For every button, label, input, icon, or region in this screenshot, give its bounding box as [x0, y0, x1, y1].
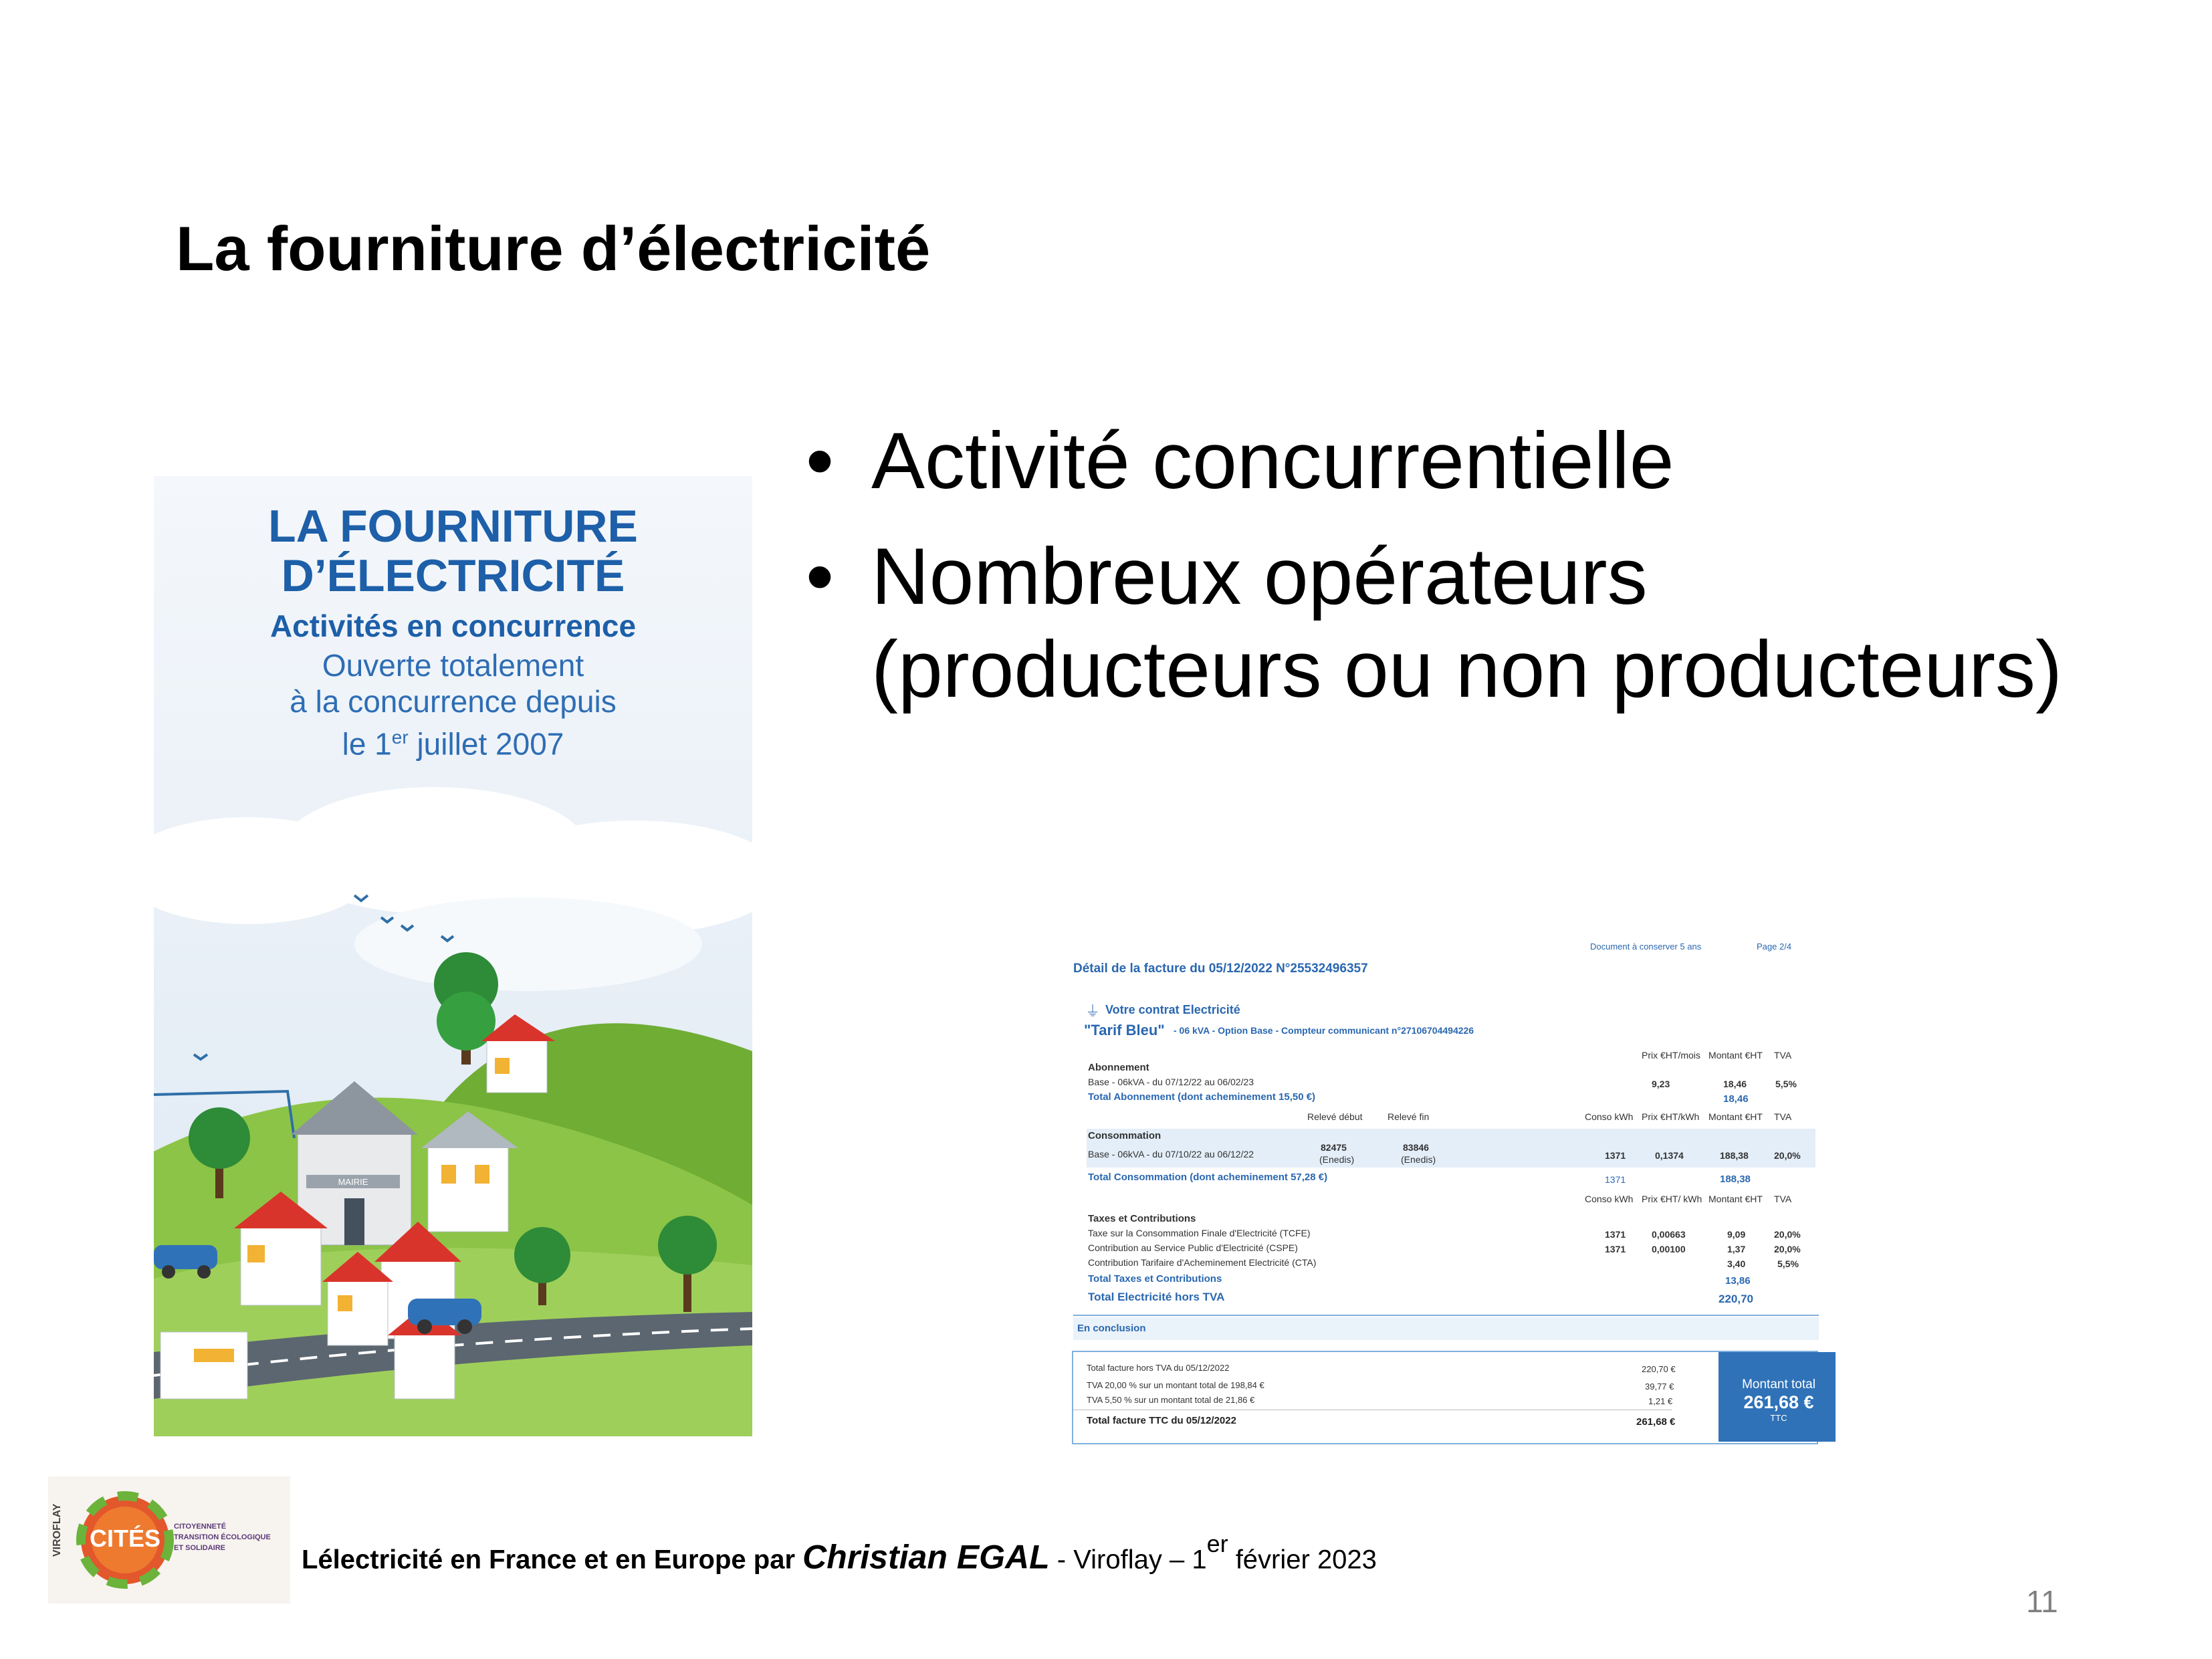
- invoice-top-note: Document à conserver 5 ans: [1590, 942, 1702, 952]
- cell: 1371: [1605, 1244, 1626, 1254]
- col-header: Montant €HT: [1708, 1111, 1763, 1122]
- bullet-dot-icon: •: [806, 416, 835, 506]
- col-header: Prix €HT/ kWh: [1642, 1194, 1702, 1204]
- highlight-band: [1087, 1129, 1815, 1168]
- cell: 1371: [1605, 1174, 1626, 1185]
- cites-logo-image: [48, 1476, 290, 1603]
- col-header: Relevé fin: [1388, 1111, 1430, 1122]
- cell: 5,5%: [1775, 1079, 1797, 1089]
- contract-heading: Votre contrat Electricité: [1105, 1003, 1240, 1016]
- cell: 0,1374: [1655, 1150, 1684, 1161]
- col-header: TVA: [1774, 1111, 1792, 1122]
- logo-name: CITÉS: [89, 1525, 161, 1552]
- cell: 1371: [1605, 1150, 1626, 1161]
- illustration-text-2: à la concurrence depuis: [290, 684, 617, 719]
- footer-title: électricité en France et en Europe par: [318, 1545, 803, 1575]
- col-header: TVA: [1774, 1050, 1792, 1061]
- col-header: Conso kWh: [1585, 1194, 1634, 1204]
- total-elec-value: 220,70: [1719, 1293, 1753, 1305]
- cell: 82475: [1321, 1142, 1347, 1153]
- bullet-text: Nombreux opérateurs (producteurs ou non producteurs): [871, 532, 2063, 714]
- tariff-detail: - 06 kVA - Option Base - Compteur communicant n°27106704494226: [1174, 1025, 1474, 1036]
- footer-caption: [302, 1530, 1377, 1576]
- total-ttc-value: 261,68 €: [1636, 1416, 1676, 1428]
- cell: 20,0%: [1774, 1244, 1801, 1254]
- total-value: 13,86: [1725, 1275, 1751, 1287]
- conclusion-band: [1073, 1317, 1819, 1340]
- total-elec-label: Total Electricité hors TVA: [1088, 1291, 1225, 1303]
- mairie-sign: MAIRIE: [338, 1177, 368, 1187]
- bullet-text: Activité concurrentielle: [871, 416, 1674, 506]
- col-header: Prix €HT/kWh: [1642, 1111, 1700, 1122]
- total-box-unit: TTC: [1770, 1413, 1787, 1423]
- row-label: Total facture hors TVA du 05/12/2022: [1087, 1363, 1230, 1373]
- cell: 0,00100: [1652, 1244, 1686, 1254]
- cell: 188,38: [1720, 1150, 1749, 1161]
- col-header: Conso kWh: [1585, 1111, 1634, 1122]
- total-value: 188,38: [1720, 1174, 1751, 1185]
- bullet-dot-icon: •: [806, 532, 835, 621]
- illustration-subheading: Activités en concurrence: [269, 609, 637, 643]
- cell: 20,0%: [1774, 1150, 1801, 1161]
- total-label: Total Taxes et Contributions: [1088, 1273, 1222, 1285]
- row-label: TVA 5,50 % sur un montant total de 21,86 €: [1087, 1395, 1255, 1405]
- total-value: 18,46: [1723, 1093, 1749, 1105]
- cell: 9,09: [1727, 1229, 1746, 1240]
- row-label: Taxe sur la Consommation Finale d'Electricité (TCFE): [1088, 1228, 1311, 1238]
- invoice-scan: [1046, 936, 1836, 1451]
- cell: 1,21 €: [1648, 1396, 1673, 1406]
- row-label: Contribution Tarifaire d'Acheminement Electricité (CTA): [1088, 1257, 1317, 1268]
- footer-prefix: L: [302, 1545, 318, 1575]
- total-amount-box: [1719, 1352, 1836, 1442]
- cell: 1371: [1605, 1229, 1626, 1240]
- total-label: Total Abonnement (dont acheminement 15,50 €): [1088, 1091, 1316, 1103]
- slide-title: La fourniture d’électricité: [176, 213, 931, 284]
- cites-logo: [48, 1476, 290, 1603]
- cell: 18,46: [1723, 1079, 1747, 1089]
- bullet-item: [806, 530, 2076, 716]
- footer-place: - Viroflay – 1: [1049, 1545, 1207, 1575]
- total-ttc-label: Total facture TTC du 05/12/2022: [1087, 1415, 1236, 1426]
- illustration-text-1: Ouverte totalement: [322, 648, 584, 683]
- col-header: Relevé début: [1307, 1111, 1363, 1122]
- logo-tagline: CITOYENNETÉ: [174, 1523, 227, 1531]
- bullet-list: [806, 415, 2076, 739]
- row-label: TVA 20,00 % sur un montant total de 198,84 €: [1087, 1380, 1264, 1390]
- cell: 0,00663: [1652, 1229, 1686, 1240]
- tariff-name: "Tarif Bleu": [1084, 1022, 1165, 1038]
- logo-side-text: VIROFLAY: [51, 1503, 63, 1557]
- cell: 83846: [1403, 1142, 1429, 1153]
- invoice-title: Détail de la facture du 05/12/2022 N°25532496357: [1073, 962, 1368, 976]
- cell: (Enedis): [1401, 1154, 1436, 1165]
- total-box-label: Montant total: [1742, 1377, 1815, 1392]
- row-label: Contribution au Service Public d'Electricité (CSPE): [1088, 1242, 1298, 1253]
- logo-tagline: ET SOLIDAIRE: [174, 1544, 226, 1552]
- divider: [1073, 1315, 1819, 1316]
- cell: (Enedis): [1319, 1154, 1355, 1165]
- page-number: 11: [2026, 1584, 2058, 1619]
- cell: 3,40: [1727, 1258, 1746, 1269]
- col-header: Prix €HT/mois: [1642, 1050, 1700, 1061]
- illustration-heading-1: LA FOURNITURE: [268, 501, 638, 552]
- cell: 20,0%: [1774, 1229, 1801, 1240]
- total-box-value: 261,68 €: [1743, 1392, 1814, 1412]
- footer-date: février 2023: [1228, 1545, 1377, 1575]
- row-label: Base - 06kVA - du 07/10/22 au 06/12/22: [1088, 1149, 1254, 1159]
- cell: 39,77 €: [1645, 1381, 1674, 1392]
- supply-illustration: [154, 476, 752, 1436]
- section-label: Abonnement: [1088, 1062, 1149, 1073]
- illustration-heading-2: D’ÉLECTRICITÉ: [281, 550, 625, 601]
- plug-icon: ⏚: [1085, 1003, 1101, 1020]
- cell: 220,70 €: [1642, 1364, 1676, 1374]
- total-label: Total Consommation (dont acheminement 57,28 €): [1088, 1172, 1328, 1183]
- section-label: Consommation: [1088, 1130, 1162, 1141]
- conclusion-heading: En conclusion: [1077, 1323, 1146, 1334]
- illustration-text-3: le 1er juillet 2007: [342, 726, 564, 762]
- footer-sup: er: [1206, 1530, 1228, 1557]
- col-header: Montant €HT: [1708, 1194, 1763, 1204]
- bullet-item: [806, 415, 2076, 508]
- col-header: Montant €HT: [1708, 1050, 1763, 1061]
- cell: 9,23: [1652, 1079, 1670, 1089]
- row-label: Base - 06kVA - du 07/12/22 au 06/02/23: [1088, 1077, 1254, 1087]
- col-header: TVA: [1774, 1194, 1792, 1204]
- cell: 5,5%: [1777, 1258, 1799, 1269]
- logo-tagline: TRANSITION ÉCOLOGIQUE: [174, 1533, 271, 1541]
- invoice-page: Page 2/4: [1757, 942, 1792, 952]
- cell: 1,37: [1727, 1244, 1746, 1254]
- footer-author: Christian EGAL: [802, 1538, 1050, 1576]
- section-label: Taxes et Contributions: [1088, 1213, 1196, 1224]
